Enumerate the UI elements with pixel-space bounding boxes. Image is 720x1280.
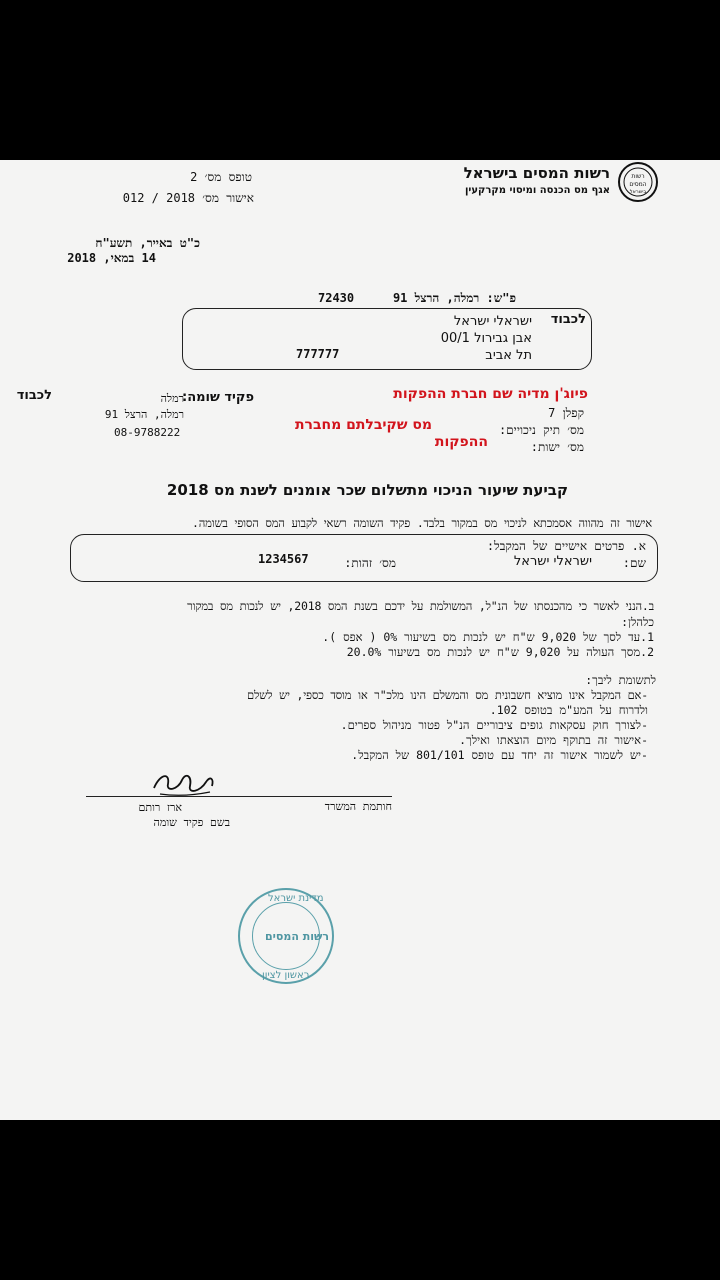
note-2: -לצורך חוק עסקאות גופים ציבוריים הנ"ל פטור מניהול ספרים. [340,718,648,732]
note-3: -אישור זה בתוקף מיום הוצאתו ואילך. [459,733,648,747]
deduction-file-value-2: ההפקות [434,434,488,450]
rate-row-2: 2.מסך העולה על 9,020 ש"ח יש לנכות מס בשיעור 20.0% [346,645,654,659]
notes-title: לתשומת ליבך: [585,673,656,687]
rate-row-1: 1.עד לסך של 9,020 ש"ח יש לנכות מס בשיעור 0% ( אפס ). [322,630,654,644]
name-label: שם: [622,556,646,570]
gregorian-date: 14 במאי, 2018 [67,251,156,265]
section-a-title: א. פרטים אישיים של המקבל: [486,539,646,553]
document-page [0,160,720,1120]
note-1a: -אם המקבל אינו מוציא חשבונית מס והמשלם הינו מלכ"ר או מוסד כספי, יש לשלם [247,688,648,702]
office-stamp [238,888,334,984]
note-1b: ולדרוח על המע"מ בטופס 102. [489,703,648,717]
approval-number: אישור מס׳ 2018 / 012 [122,191,254,205]
stamp-text-bottom: ראשון לציון [262,970,310,981]
section-b-line1: ב.הנני לאשר כי מהכנסתו של הנ"ל, המשולמת על ידכם בשנת המס 2018, יש לנכות מס במקור [187,599,654,613]
office-line: פ"ש: רמלה, הרצל 91 [392,291,516,305]
note-4: -יש לשמור אישור זה יחד עם טופס 801/101 של המקבל. [351,748,648,762]
id-label: מס׳ זהות: [344,556,396,570]
signer-role: בשם פקיד שומה [153,816,230,829]
deduction-file-value: מס שקיבלתם מחברת [294,417,432,433]
section-b-line2: כלהלן: [621,615,654,629]
intro-text: אישור זה מהווה אסמכתא לניכוי מס במקור בלבד. פקיד השומה רשאי לקבוע המס הסופי בשומה. [191,516,652,530]
recipient-city: תל אביב [485,348,532,363]
signer-name: ארז רותם [138,801,182,814]
recipient-name: ישראלי ישראל [453,314,532,329]
recipient-honor: לכבוד [550,312,586,327]
name-value: ישראלי ישראל [513,554,592,569]
deduction-file-label: מס׳ תיק ניכויים: [498,423,584,437]
payer-honor: לכבוד [16,388,52,403]
org-sub: אגף מס הכנסה ומיסוי מקרקעין [465,185,610,196]
officer-address: רמלה, הרצל 91 [104,408,184,421]
entity-id-label: מס׳ ישות: [530,440,584,454]
id-value: 1234567 [258,552,309,566]
stamp-label: חותמת המשרד [324,800,392,813]
form-number: טופס מס׳ 2 [190,170,252,184]
payer-address: קפלן 7 [548,406,584,420]
recipient-zip: 777777 [296,347,340,361]
handwritten-signature [150,766,220,800]
tax-authority-logo [616,160,660,204]
payer-name: פיוג'ן מדיה שם חברת ההפקות [393,386,588,402]
document-title: קביעת שיעור הניכוי מתשלום שכר אומנים לשנת מס 2018 [166,481,568,499]
stamp-text-mid: רשות המסים [265,930,329,943]
svg-text:בישראל: בישראל [629,189,647,195]
svg-text:רשות: רשות [631,173,645,180]
officer-office: רמלה [160,392,184,405]
org-name: רשות המסים בישראל [463,164,610,182]
office-code: 72430 [318,291,355,305]
recipient-street: אבן גבירול 00/1 [440,331,532,346]
hebrew-date: כ"ט באייר, תשע"ח [95,236,200,250]
svg-text:המסים: המסים [629,181,647,188]
officer-phone: 08-9788222 [114,426,181,439]
stamp-text-top: מדינת ישראל [268,893,324,904]
signature-line [86,796,392,797]
officer-title: פקיד שומה: [182,390,254,405]
